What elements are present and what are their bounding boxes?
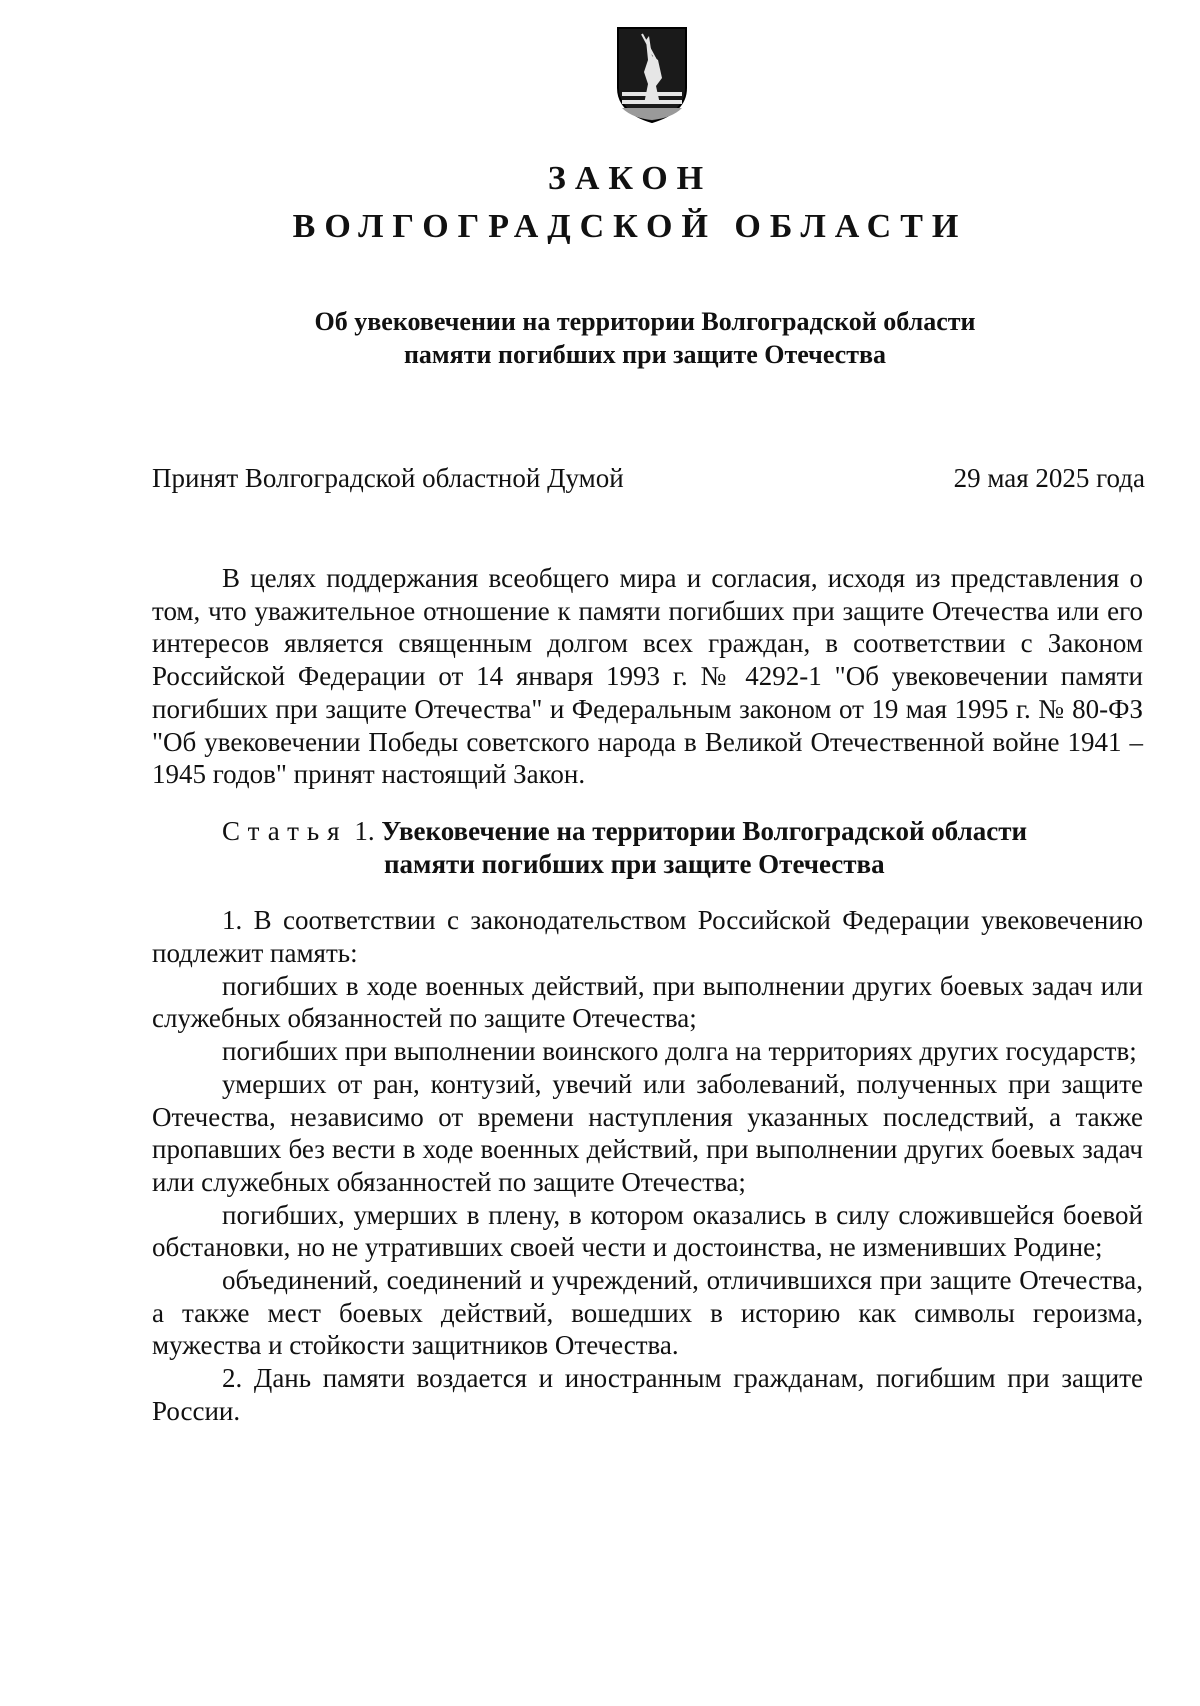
article-title-line1: Увековечение на территории Волгоградской области [381,815,1028,846]
article-paragraph: погибших, умерших в плену, в котором оказались в силу сложившейся боевой обстановки, но не утративших своей чести и достоинства, не изменивших Родине; [152,1199,1143,1263]
adoption-date: 29 мая 2025 года [953,463,1145,493]
adopted-by: Принят Волгоградской областной Думой [152,463,624,493]
article-paragraph: умерших от ран, контузий, увечий или заболеваний, полученных при защите Отечества, независимо от времени наступления указанных последствий, а также пропавших без вести в ходе военных действий, при выполнении других боевых задач или служебных обязанностей по защите Отечества; [152,1068,1143,1197]
article-paragraph: 2. Дань памяти воздается и иностранным гражданам, погибшим при защите России. [152,1363,1143,1426]
article-paragraph: 1. В соответствии с законодательством Российской Федерации увековечению подлежит память: [152,905,1143,969]
law-title-line2: памяти погибших при защите Отечества [403,340,887,369]
preamble-paragraph: В целях поддержания всеобщего мира и согласия, исходя из представления о том, что уважительное отношение к памяти погибших при защите Отечества или его интересов является священным долгом всех граждан, в соответствии с Законом Российской Федерации от 14 января 1993 г. № 4292-1 "Об увековечении памяти погибших при защите Отечества" и Федеральным законом от 19 мая 1995 г. № 80-ФЗ "Об увековечении Победы советского народа в Великой Отечественной войне 1941 – 1945 годов" принят настоящий Закон. [152,563,1143,790]
article-label: Статья [222,815,348,846]
document-type-heading: ЗАКОН [547,160,713,197]
adoption-row [152,463,1145,494]
article-paragraph: погибших при выполнении воинского долга на территориях других государств; [222,1036,1137,1067]
law-title-line1: Об увековечении на территории Волгоградской области [314,307,976,336]
article-title-line2: памяти погибших при защите Отечества [384,848,885,879]
article-paragraph: погибших в ходе военных действий, при выполнении других боевых задач или служебных обязанностей по защите Отечества; [152,970,1143,1034]
document-body [152,562,1143,1428]
article-paragraph: объединений, соединений и учреждений, отличившихся при защите Отечества, а также мест боевых действий, вошедших в историю как символы героизма, мужества и стойкости защитников Отечества. [152,1265,1143,1361]
coat-of-arms-emblem [616,26,688,124]
law-title [300,305,990,371]
region-heading: ВОЛГОГРАДСКОЙ ОБЛАСТИ [292,208,968,245]
article-number: 1. [354,815,375,846]
article-1-heading [152,815,1143,880]
